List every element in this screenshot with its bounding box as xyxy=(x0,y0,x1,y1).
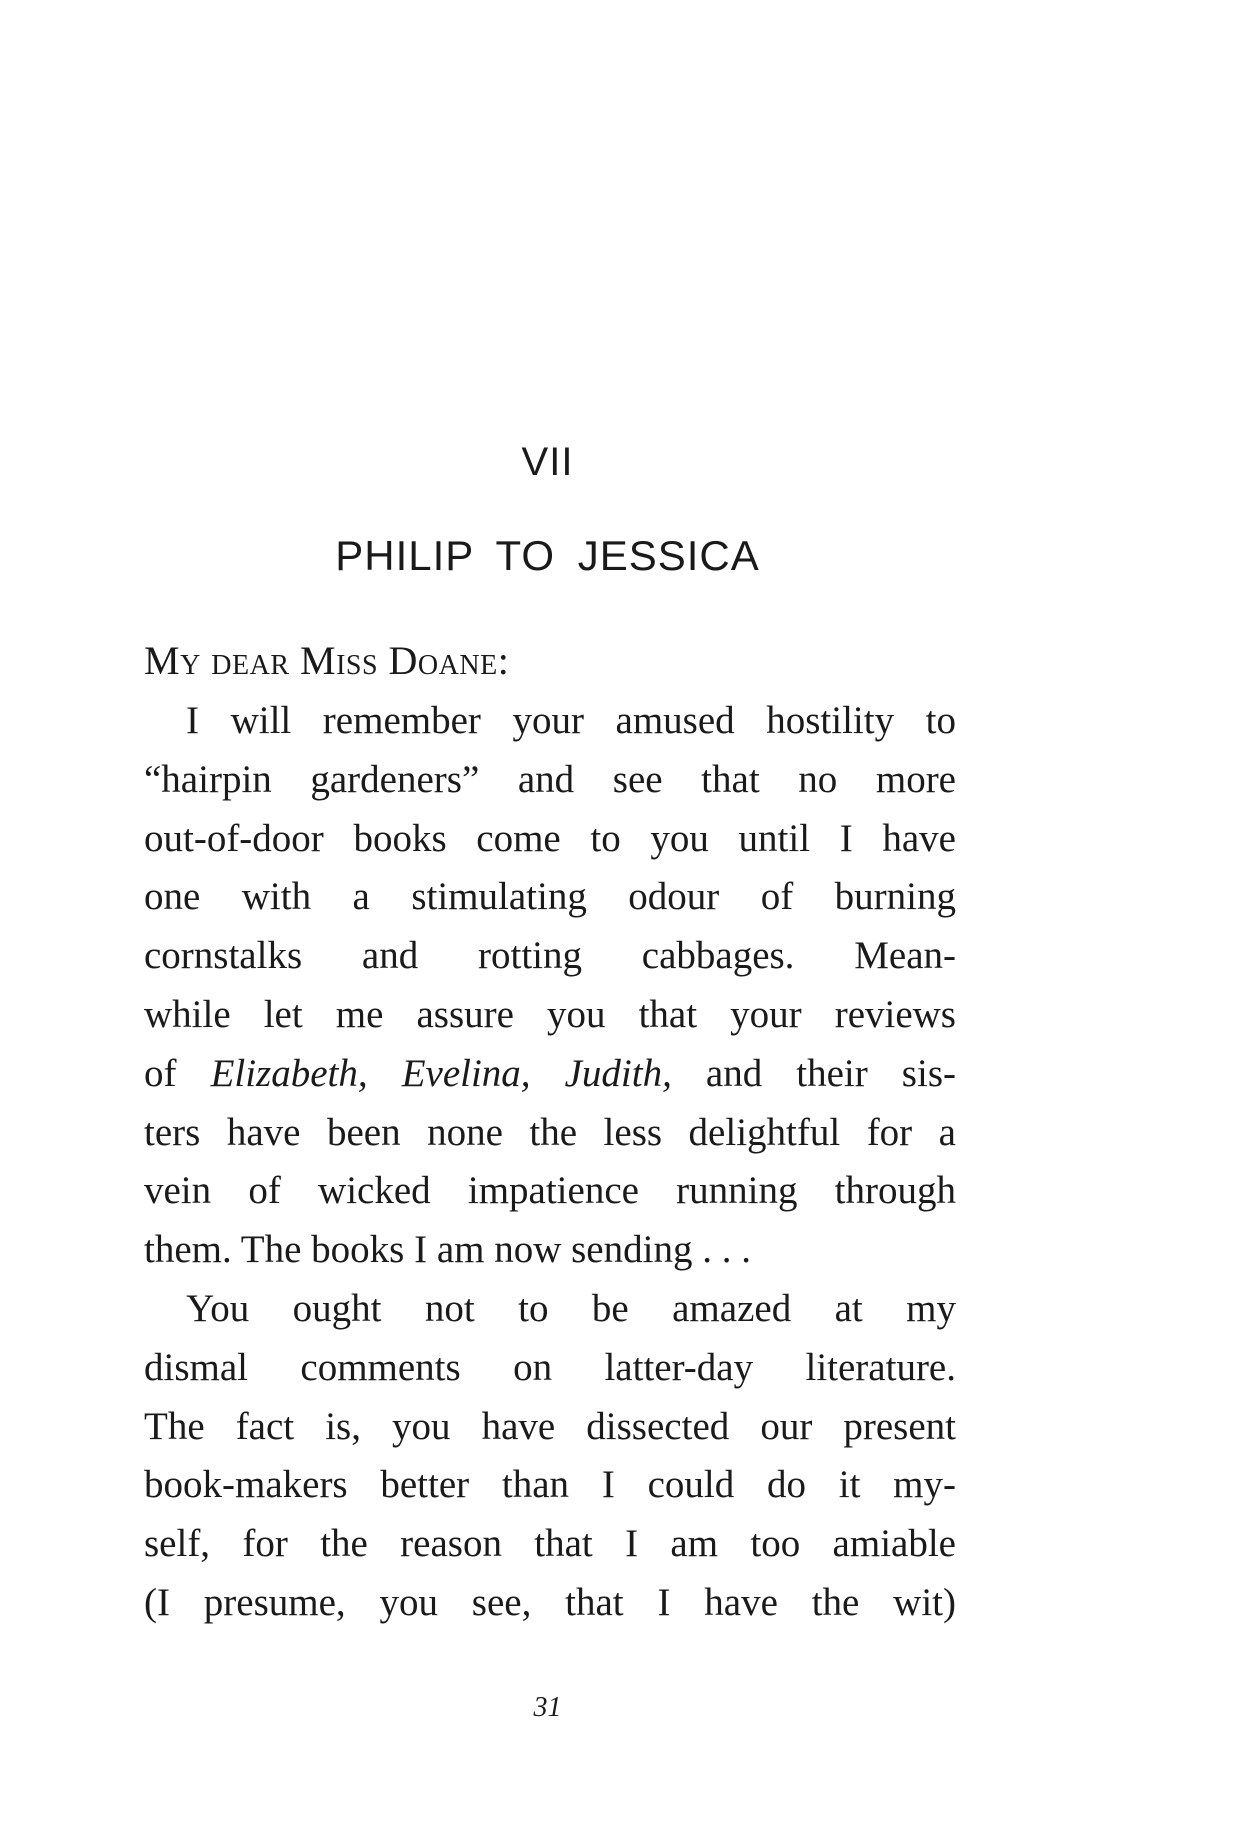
page-number: 31 xyxy=(533,1692,562,1723)
text-line: cornstalks and rotting cabbages. Mean- xyxy=(144,934,956,978)
text-line: I will remember your amused hostility to xyxy=(186,699,956,742)
text-line: book-makers better than I could do it my- xyxy=(144,1463,956,1507)
italic-book-titles: Elizabeth, Evelina, Judith, xyxy=(210,1051,672,1095)
text-line: vein of wicked impatience running through xyxy=(144,1169,956,1213)
chapter-title: PHILIP TO JESSICA xyxy=(335,532,760,579)
text-line: ters have been none the less delightful for a xyxy=(144,1110,956,1154)
text-line: while let me assure you that your reviews xyxy=(144,992,956,1036)
text-line: “hairpin gardeners” and see that no more xyxy=(144,757,956,801)
text-fragment: and their sis- xyxy=(671,1051,956,1095)
text-line: The fact is, you have dissected our present xyxy=(144,1404,956,1448)
text-line: dismal comments on latter-day literature. xyxy=(144,1345,956,1389)
text-line: out-of-door books come to you until I have xyxy=(144,816,956,860)
text-fragment: of xyxy=(144,1051,211,1095)
text-line: them. The books I am now sending . . . xyxy=(144,1228,751,1272)
text-line: You ought not to be amazed at my xyxy=(186,1287,956,1330)
letter-salutation: My dear Miss Doane: xyxy=(144,638,510,683)
text-line: one with a stimulating odour of burning xyxy=(144,875,956,919)
text-line: (I presume, you see, that I have the wit) xyxy=(144,1580,956,1624)
text-line xyxy=(144,1045,956,1104)
chapter-number: VII xyxy=(521,440,574,484)
paragraph-2 xyxy=(144,1280,956,1633)
text-line: self, for the reason that I am too amiable xyxy=(144,1522,956,1566)
paragraph-1 xyxy=(144,692,956,1280)
